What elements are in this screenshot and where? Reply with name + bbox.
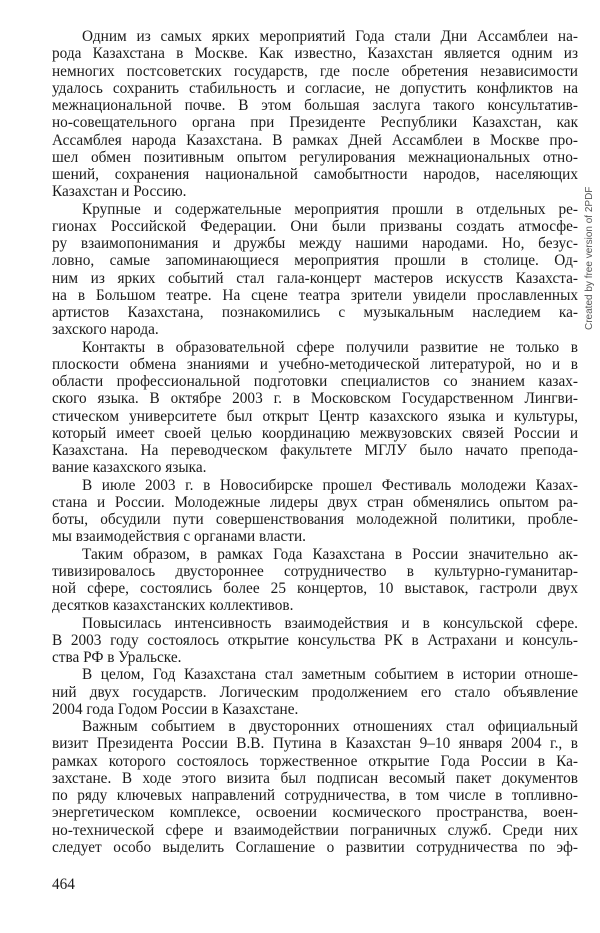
text-line: шений, сохранения национальной самобытности народов, населяющих (52, 166, 578, 183)
paragraph (52, 477, 578, 546)
paragraph (52, 666, 578, 718)
paragraph (52, 339, 578, 477)
text-line: следует особо выделить Соглашение о развитии сотрудничества по эф- (52, 838, 578, 856)
text-line: В 2003 году состоялось открытие консульства РК в Астрахани и консуль- (52, 631, 578, 649)
text-line: на в Большом театре. На сцене театра зрители увидели прославленных (52, 286, 578, 304)
text-line: стическом университете был открыт Центр казахского языка и культуры, (52, 407, 578, 425)
text-line: ной сфере, состоялись более 25 концертов, 10 выставок, гастроли двух (52, 580, 578, 597)
text-line: удалось сохранить стабильность и согласие, не допустить конфликтов на (52, 79, 578, 97)
text-line: гионах Российской Федерации. Они были призваны создать атмосфе- (52, 217, 578, 235)
paragraph (52, 615, 578, 667)
text-line: 2004 года Годом России в Казахстане. (52, 700, 299, 718)
paragraph (52, 201, 578, 339)
text-line: Крупные и содержательные мероприятия прошли в отдельных ре- (82, 200, 578, 218)
text-line: визит Президента России В.В. Путина в Казахстан 9–10 января 2004 г., в (52, 735, 578, 753)
text-line: стана и России. Молодежные лидеры двух стран обменялись опытом ра- (52, 493, 578, 511)
text-line: межнациональной почве. В этом большая заслуга такого консультатив- (52, 97, 578, 114)
paragraph (52, 546, 578, 615)
text-line: мы взаимодействия с органами власти. (52, 528, 306, 546)
text-line: Таким образом, в рамках Года Казахстана в России значительно ак- (82, 545, 578, 563)
text-line: ского языка. В октябре 2003 г. в Московском Государственном Лингви- (52, 390, 578, 408)
text-line: энергетическом комплексе, освоении космического пространства, воен- (52, 804, 578, 822)
text-line: Казахстана. На переводческом факультете МГЛУ было начато препода- (52, 442, 578, 459)
text-line: десятков казахстанских коллективов. (52, 597, 294, 615)
text-line: В июле 2003 г. в Новосибирске прошел Фестиваль молодежи Казах- (82, 476, 578, 494)
text-line: по ряду ключевых направлений сотрудничества, в том числе в топливно- (52, 787, 578, 804)
text-line: тивизировалось двустороннее сотрудничество в культурно-гуманитар- (52, 562, 578, 580)
text-line: Ассамблея народа Казахстана. В рамках Дней Ассамблеи в Москве про- (52, 131, 578, 149)
text-line: области профессиональной подготовки специалистов со знанием казах- (52, 373, 578, 390)
text-line: вание казахского языка. (52, 459, 207, 477)
text-line: боты, обсудили пути совершенствования молодежной политики, пробле- (52, 511, 578, 528)
text-line: Одним из самых ярких мероприятий Года стали Дни Ассамблеи на- (82, 28, 578, 45)
paragraph (52, 718, 578, 856)
body-text (52, 28, 578, 856)
text-line: рамках которого состоялось торжественное открытие Года России в Ка- (52, 752, 578, 770)
text-line: который имеет своей целью координацию межвузовских связей России и (52, 424, 578, 442)
text-line: рода Казахстана в Москве. Как известно, Казахстан является одним из (52, 45, 578, 63)
page-number: 464 (52, 876, 75, 893)
text-line: ловно, самые запоминающиеся мероприятия прошли в столице. Од- (52, 252, 578, 270)
text-line: ства РФ в Уральске. (52, 649, 182, 666)
text-line: захстане. В ходе этого визита был подписан весомый пакет документов (52, 769, 578, 787)
text-line: ний двух государств. Логическим продолжением его стало объявление (52, 683, 578, 701)
text-line: ним из ярких событий стал гала-концерт мастеров искусств Казахста- (52, 269, 578, 287)
text-line: Контакты в образовательной сфере получили развитие не только в (82, 338, 578, 356)
text-line: артистов Казахстана, познакомились с музыкальным наследием ка- (52, 304, 578, 321)
text-line: но-технической сфере и взаимодействии пограничных служб. Среди них (52, 821, 578, 839)
text-line: захского народа. (52, 321, 159, 339)
text-line: Повысилась интенсивность взаимодействия и в консульской сфере. (82, 614, 578, 632)
text-line: Важным событием в двусторонних отношениях стал официальный (82, 718, 578, 735)
text-line: В целом, Год Казахстана стал заметным событием в истории отноше- (82, 666, 578, 684)
text-line: ру взаимопонимания и дружбы между нашими народами. Но, безус- (52, 235, 578, 252)
paragraph (52, 28, 578, 201)
text-line: Казахстан и Россию. (52, 183, 187, 201)
text-line: немногих постсоветских государств, где после обретения независимости (52, 62, 578, 80)
text-line: шел обмен позитивным опытом регулирования межнациональных отно- (52, 148, 578, 166)
text-line: но-совещательного органа при Президенте Республики Казахстан, как (52, 114, 578, 132)
watermark: Created by free version of 2PDF (584, 186, 595, 330)
text-line: плоскости обмена знаниями и учебно-методической литературой, но и в (52, 355, 578, 373)
